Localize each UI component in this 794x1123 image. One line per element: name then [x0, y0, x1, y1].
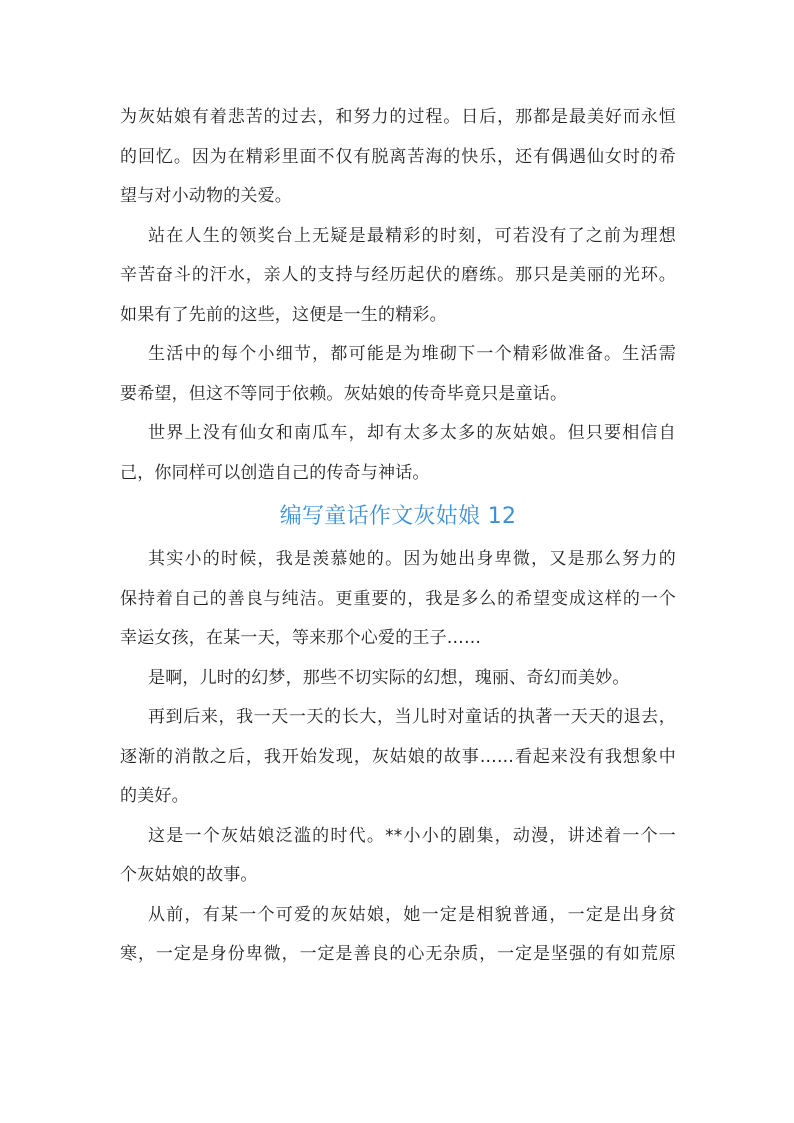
section-heading: 编写童话作文灰姑娘 12 — [279, 504, 517, 529]
text-line: 的回忆。因为在精彩里面不仅有脱离苦海的快乐，还有偶遇仙女时的希 — [120, 146, 676, 167]
text-line: 己，你同样可以创造自己的传奇与神话。 — [120, 462, 430, 483]
text-line: 其实小的时候，我是羡慕她的。因为她出身卑微，又是那么努力的 — [148, 549, 676, 569]
paragraph — [120, 896, 676, 975]
text-line: 的美好。 — [120, 786, 189, 806]
text-line: 站在人生的领奖台上无疑是最精彩的时刻，可若没有了之前为理想 — [148, 225, 676, 246]
paragraph — [120, 335, 676, 414]
paragraph — [120, 217, 676, 336]
text-line: 逐渐的消散之后，我开始发现，灰姑娘的故事……看起来没有我想象中 — [120, 746, 676, 767]
document-page — [120, 98, 676, 975]
paragraph — [120, 540, 676, 659]
text-line: 个灰姑娘的故事。 — [120, 865, 258, 885]
text-line: 再到后来，我一天一天的长大，当儿时对童话的执著一天天的退去， — [148, 707, 676, 727]
paragraph — [120, 698, 676, 817]
text-line: 保持着自己的善良与纯洁。更重要的，我是多么的希望变成这样的一个 — [120, 588, 676, 609]
text-line: 为灰姑娘有着悲苦的过去，和努力的过程。日后，那都是最美好而永恒 — [120, 107, 676, 127]
text-line: 这是一个灰姑娘泛滥的时代。**小小的剧集，动漫，讲述着一个一 — [148, 825, 676, 846]
text-line: 要希望，但这不等同于依赖。灰姑娘的传奇毕竟只是童话。 — [120, 383, 568, 404]
text-line: 是啊，儿时的幻梦，那些不切实际的幻想，瑰丽、奇幻而美妙。 — [148, 667, 630, 688]
text-line: 望与对小动物的关爱。 — [120, 186, 292, 206]
paragraph — [120, 414, 676, 493]
text-line: 幸运女孩，在某一天，等来那个心爱的王子…… — [120, 628, 482, 648]
text-line: 如果有了先前的这些，这便是一生的精彩。 — [120, 304, 447, 325]
text-line: 寒，一定是身份卑微，一定是善良的心无杂质，一定是坚强的有如荒原 — [120, 944, 676, 964]
text-line: 生活中的每个小细节，都可能是为堆砌下一个精彩做准备。生活需 — [148, 344, 676, 364]
paragraph — [120, 98, 676, 217]
text-line: 辛苦奋斗的汗水，亲人的支持与经历起伏的磨练。那只是美丽的光环。 — [120, 265, 676, 285]
text-line: 世界上没有仙女和南瓜车，却有太多太多的灰姑娘。但只要相信自 — [148, 423, 676, 443]
paragraph — [120, 659, 676, 699]
text-line: 从前，有某一个可爱的灰姑娘，她一定是相貌普通，一定是出身贫 — [148, 904, 676, 925]
paragraph — [120, 817, 676, 896]
